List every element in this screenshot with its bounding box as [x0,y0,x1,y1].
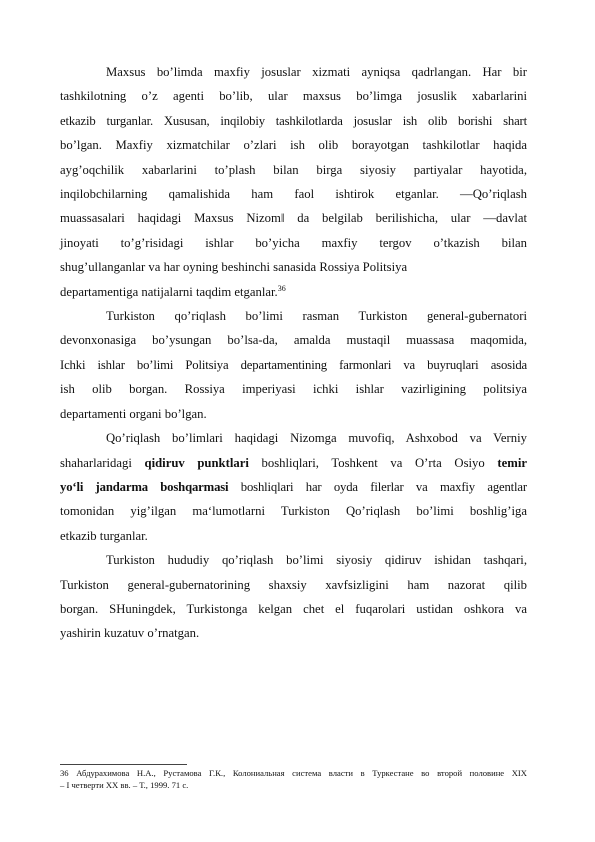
footnote-divider [60,764,187,765]
text-line: Maxsus bo’limda maxfiy josuslar xizmati ayniqsa qadrlangan. Har bir [106,65,527,79]
text-line: muassasalari haqidagi Maxsus Nizom‖ da belgilab berilishicha, ular ―davlat [60,211,527,226]
text-line: Qo’riqlash bo’limlari haqidagi Nizomga muvofiq, Ashxobod va Verniy [106,431,527,446]
text-line [60,451,527,475]
bold-term: qidiruv punktlari [144,455,249,470]
text-line: bo’lgan. Maxfiy xizmatchilar o’zlari ish olib borayotgan tashkilotlar haqida [60,138,527,153]
text-line: borgan. SHuningdek, Turkistonga kelgan chet el fuqarolari ustidan oshkora va [60,601,527,616]
footnote-ref[interactable]: 36 [277,283,286,293]
text-line: Ichki ishlar bo’limi Politsiya departamentining farmonlari va buyruqlari asosida [60,357,527,372]
text-line: shug’ullanganlar va har oyning beshinchi sanasida Rossiya Politsiya [60,260,408,275]
text-line: Turkiston general-gubernatorining shaxsiy xavfsizligini ham nazorat qilib [60,577,527,592]
footnote-line: 36 Абдурахимова Н.А., Рустамова Г.К., Колониальная система власти в Туркестане во второй половине XIX [60,768,527,778]
text-line [60,280,527,304]
footnote-line: – I четверти XX вв. – Т., 1999. 71 с. [60,779,189,790]
bold-term: yo‘li jandarma boshqarmasi [60,479,229,494]
text-line: ish olib borgan. Rossiya imperiyasi ichki ishlar vazirligining politsiya [60,382,527,397]
text-line: tomonidan yig’ilgan ma‘lumotlarni Turkiston Qo’riqlash bo’limi boshlig’iga [60,504,527,519]
paragraph-1 [60,60,527,304]
paragraph-2 [60,304,527,426]
text-run: departamentiga natijalarni taqdim etganlar. [60,284,278,299]
bold-term: temir [497,455,527,470]
text-line: devonxonasiga bo’ysungan bo’lsa-da, amalda mustaqil muassasa maqomida, [60,333,527,348]
paragraph-4 [60,548,527,646]
text-run: boshliqlari har oyda filerlar va maxfiy agentlar [228,479,527,494]
paragraph-3 [60,426,527,548]
text-run: shaharlaridagi [60,455,145,470]
text-line: Turkiston hududiy qo’riqlash bo’limi siyosiy qidiruv ishidan tashqari, [106,553,527,568]
text-line: etkazib turganlar. Xususan, inqilobiy tashkilotlarda josuslar ish olib borishi shart [60,113,527,128]
document-body [60,60,527,646]
text-run: boshliqlari, Toshkent va O’rta Osiyo [248,455,498,470]
text-line [60,475,527,499]
footnote [60,768,527,791]
text-line: jinoyati to’g’risidagi ishlar bo’yicha maxfiy tergov o’tkazish bilan [60,235,527,250]
text-line: Turkiston qo’riqlash bo’limi rasman Turkiston general-gubernatori [106,309,527,324]
text-line: tashkilotning o’z agenti bo’lib, ular maxsus bo’limga josuslik xabarlarini [60,89,527,104]
text-line: departamenti organi bo’lgan. [60,406,207,421]
text-line: yashirin kuzatuv o’rnatgan. [60,626,200,641]
text-line: etkazib turganlar. [60,528,148,543]
text-line: inqilobchilarning qamalishida ham faol ishtirok etganlar. ―Qo’riqlash [60,187,527,202]
text-line: ayg’oqchilik xabarlarini to’plash bilan birga siyosiy partiyalar hayotida, [60,162,527,177]
